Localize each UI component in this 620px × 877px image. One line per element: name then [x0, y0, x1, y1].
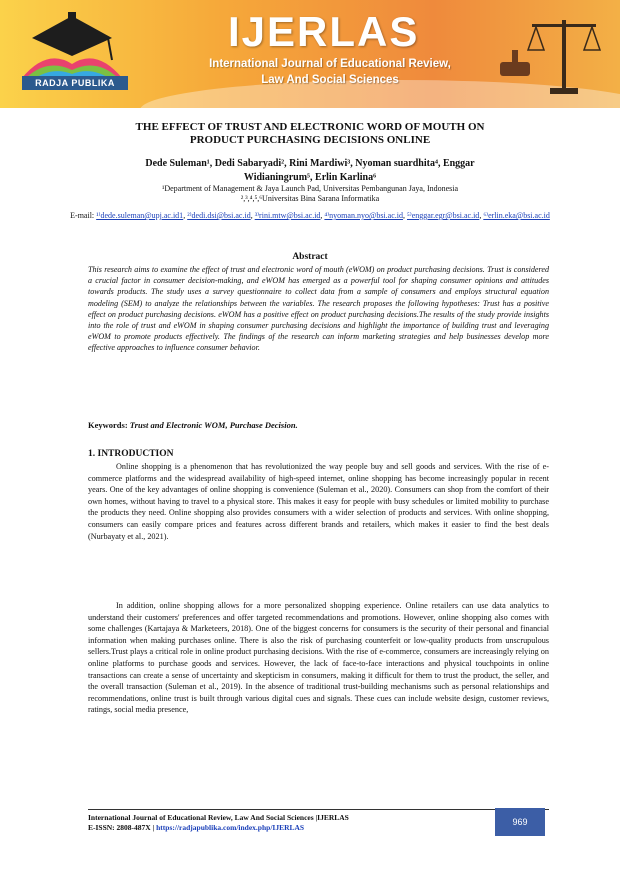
footer-divider	[88, 809, 549, 810]
authors-line1: Dede Suleman¹, Dedi Sabaryadi², Rini Mardiwi³, Nyoman suardhita⁴, Enggar	[145, 158, 475, 169]
logo-text: RADJA PUBLIKA	[22, 76, 128, 90]
affiliations	[60, 184, 560, 204]
journal-full-name	[200, 56, 460, 88]
email-link[interactable]: ²⁾dedi.dsi@bsi.ac.id	[187, 211, 251, 220]
footer-issn-line	[88, 823, 349, 833]
keywords-text: Trust and Electronic WOM, Purchase Decision.	[129, 420, 298, 430]
page-number: 969	[495, 808, 545, 836]
paragraph-text: In addition, online shopping allows for a more personalized shopping experience. Online retailers can use data analytics to understand their customers' preferences and offer targeted recommendations and promotions. However, online shopping also comes with some challenges (Kartajaya & Marketeers, 2018). One of the biggest concerns for consumers is the security of their personal and financial information when making purchases online. There is also the risk of purchasing counterfeit or low-quality products from unscrupulous sellers.Trust plays a critical role in online product purchasing decisions. With the rise of e-commerce, consumers are increasingly relying on online platforms to purchase goods and services. However, the lack of face-to-face interactions and physical touchpoints in online transactions can create a sense of uncertainty and skepticism in consumers, making it difficult for them to trust the product, the seller, and the overall transaction (Suleman et al., 2019). In the absence of traditional trust-building mechanisms such as personal relationships and recommendations, online trust is built through various digital cues and signals. These cues can include website design, customer reviews, ratings, social media presence,	[88, 601, 549, 715]
author-list	[70, 157, 550, 185]
keywords	[88, 420, 549, 430]
author-emails: E-mail: ¹⁾dede.suleman@upj.ac.id1, ²⁾dedi.dsi@bsi.ac.id, ³⁾rini.mtw@bsi.ac.id, ⁴⁾nyoman.nyo@bsi.ac.id, ⁵⁾enggar.egr@bsi.ac.id, ⁶⁾erlin.eka@bsi.ac.id	[70, 211, 550, 220]
footer-journal-line: International Journal of Educational Review, Law And Social Sciences |IJERLAS	[88, 813, 349, 822]
affiliation-line2: ²,³,⁴,⁵,⁶Universitas Bina Sarana Informatika	[240, 194, 380, 203]
abstract-text: This research aims to examine the effect of trust and electronic word of mouth (eWOM) on product purchasing decisions. Trust is considered a crucial factor in consumer decision-making, and eWOM has emerged as a powerful tool for shaping consumer opinions and attitudes towards products. The study uses a survey questionnaire to collect data from a sample of consumers and employs structural equation modeling (SEM) to analyze the relationships between the variables. The research proposes the following hypotheses: Trust has a positive effect on product purchasing decisions. eWOM has a positive effect on product purchasing decisions.The results of the study provide insights into the role of trust and eWOM in shaping consumer purchasing decisions and highlight the importance of building trust and leveraging eWOM to promote products effectively. The findings of the research can inform marketing strategies and help businesses develop more effective approaches to influence consumer behavior.	[88, 265, 549, 353]
journal-name-line1: International Journal of Educational Review,	[209, 58, 451, 70]
email-link[interactable]: ⁶⁾erlin.eka@bsi.ac.id	[483, 211, 550, 220]
email-link[interactable]: ⁵⁾enggar.egr@bsi.ac.id	[406, 211, 480, 220]
journal-name-line2: Law And Social Sciences	[261, 74, 399, 86]
authors-line2: Widianingrum⁵, Erlin Karlina⁶	[243, 172, 377, 183]
intro-paragraph-2	[88, 600, 549, 716]
paper-title	[80, 121, 540, 147]
title-line1: THE EFFECT OF TRUST AND ELECTRONIC WORD OF MOUTH ON	[135, 121, 485, 133]
journal-url-link[interactable]: https://radjapublika.com/index.php/IJERLAS	[156, 823, 305, 832]
justice-scales-icon	[492, 6, 612, 102]
email-link[interactable]: ⁴⁾nyoman.nyo@bsi.ac.id	[324, 211, 403, 220]
email-link[interactable]: ³⁾rini.mtw@bsi.ac.id	[254, 211, 321, 220]
section-heading-introduction: 1. INTRODUCTION	[88, 449, 174, 459]
abstract-heading: Abstract	[292, 252, 328, 262]
paragraph-text: Online shopping is a phenomenon that has revolutionized the way people buy and sell goods and services. With the rise of e-commerce platforms and the widespread availability of high-speed internet, online shopping has become increasingly popular in recent years. One of the key advantages of online shopping is convenience (Suleman et al., 2020). Consumers can shop from the comfort of their own homes, without having to travel to a physical store. This makes it easy for people with busy schedules or limited mobility to purchase the products they need. Online shopping also provides consumers with a wider selection of products and services. With online shopping, consumers can easily compare prices and features across different brands and retailers, which makes it easier to find the best deals (Nurbayaty et al., 2021).	[88, 462, 549, 541]
affiliation-line1: ¹Department of Management & Jaya Launch Pad, Universitas Pembangunan Jaya, Indonesia	[161, 184, 459, 193]
footer-issn: E-ISSN: 2808-487X |	[88, 823, 157, 832]
email-link[interactable]: ¹⁾dede.suleman@upj.ac.id1	[96, 211, 184, 220]
page-footer	[88, 813, 349, 833]
title-line2: PRODUCT PURCHASING DECISIONS ONLINE	[189, 134, 431, 146]
journal-abbreviation: IJERLAS	[228, 8, 420, 55]
intro-paragraph-1	[88, 461, 549, 542]
keywords-label: Keywords:	[88, 420, 130, 430]
email-prefix: E-mail:	[70, 211, 97, 220]
journal-header-banner	[0, 0, 620, 108]
